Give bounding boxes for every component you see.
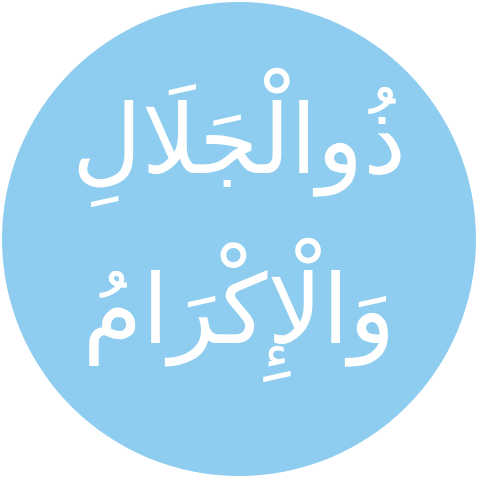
- circle-badge: [2, 2, 476, 476]
- calligraphy-line-1: ذُوالْجَلَالِ: [71, 84, 407, 196]
- calligraphy-line-2: وَالْإِكْرَامُ: [82, 254, 396, 366]
